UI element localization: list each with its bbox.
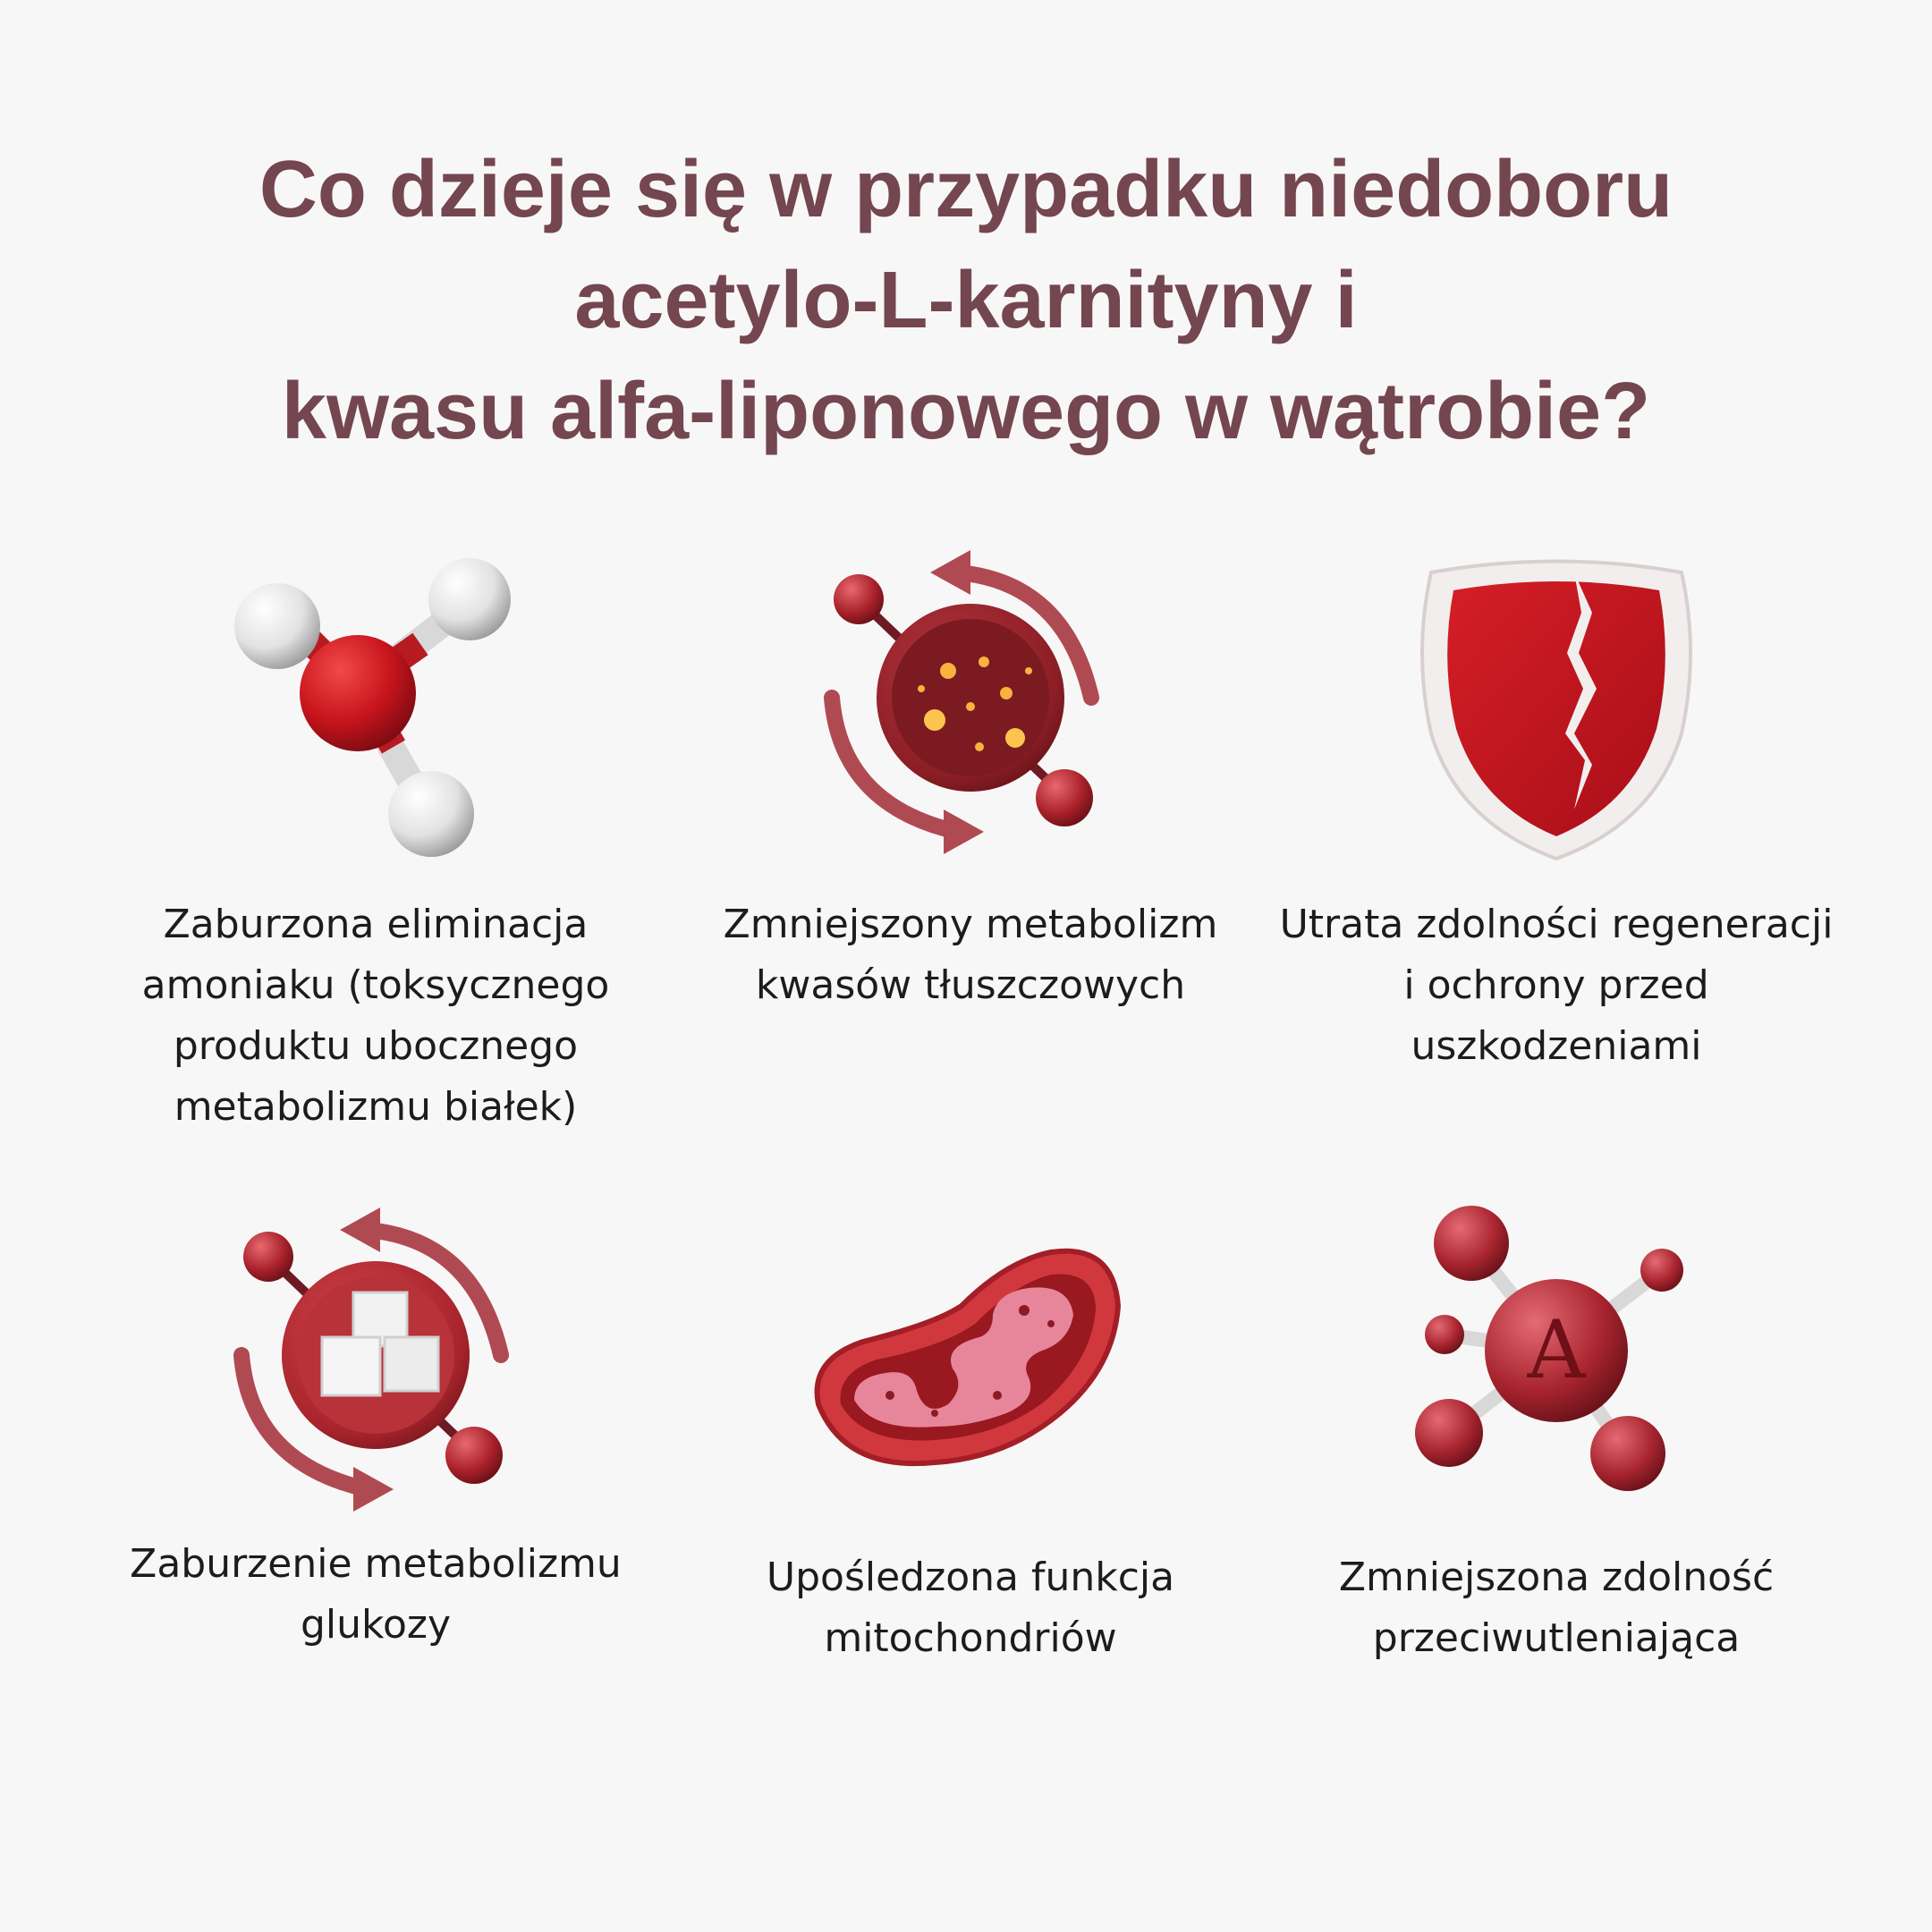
title-line-3: kwasu alfa-liponowego w wątrobie? [281,367,1651,456]
item-caption: Utrata zdolności regeneracji i ochrony przed uszkodzeniami [1279,902,1834,1069]
item-fatty-acid-metabolism [675,546,1266,1154]
item-caption: Zmniejszony metabolizm kwasów tłuszczowych [723,902,1218,1008]
glucose-metabolism-icon [233,1203,528,1516]
title-line-1: Co dzieje się w przypadku niedoboru [258,145,1674,234]
item-caption: Upośledzona funkcja mitochondriów [766,1555,1175,1661]
page-title [0,134,1932,467]
item-caption: Zaburzona eliminacja amoniaku (toksycznego produktu ubocznego metabolizmu białek) [141,902,610,1130]
item-glucose-metabolism [80,1199,671,1699]
item-antioxidant-capacity [1261,1199,1852,1699]
item-caption: Zaburzenie metabolizmu glukozy [130,1541,622,1648]
fatty-acid-metabolism-icon [823,546,1118,859]
item-regeneration-loss [1261,546,1852,1154]
item-caption: Zmniejszona zdolność przeciwutleniająca [1338,1555,1775,1661]
cracked-shield-icon [1413,555,1699,868]
item-mitochondria-function [675,1199,1266,1699]
title-line-2: acetylo-L-karnityny i [574,256,1358,345]
antioxidant-molecule-icon [1413,1199,1699,1503]
item-ammonia-elimination [80,546,671,1154]
ammonia-molecule-icon [215,546,537,868]
molecule-letter: A [1527,1303,1586,1397]
mitochondrion-icon [801,1225,1140,1494]
